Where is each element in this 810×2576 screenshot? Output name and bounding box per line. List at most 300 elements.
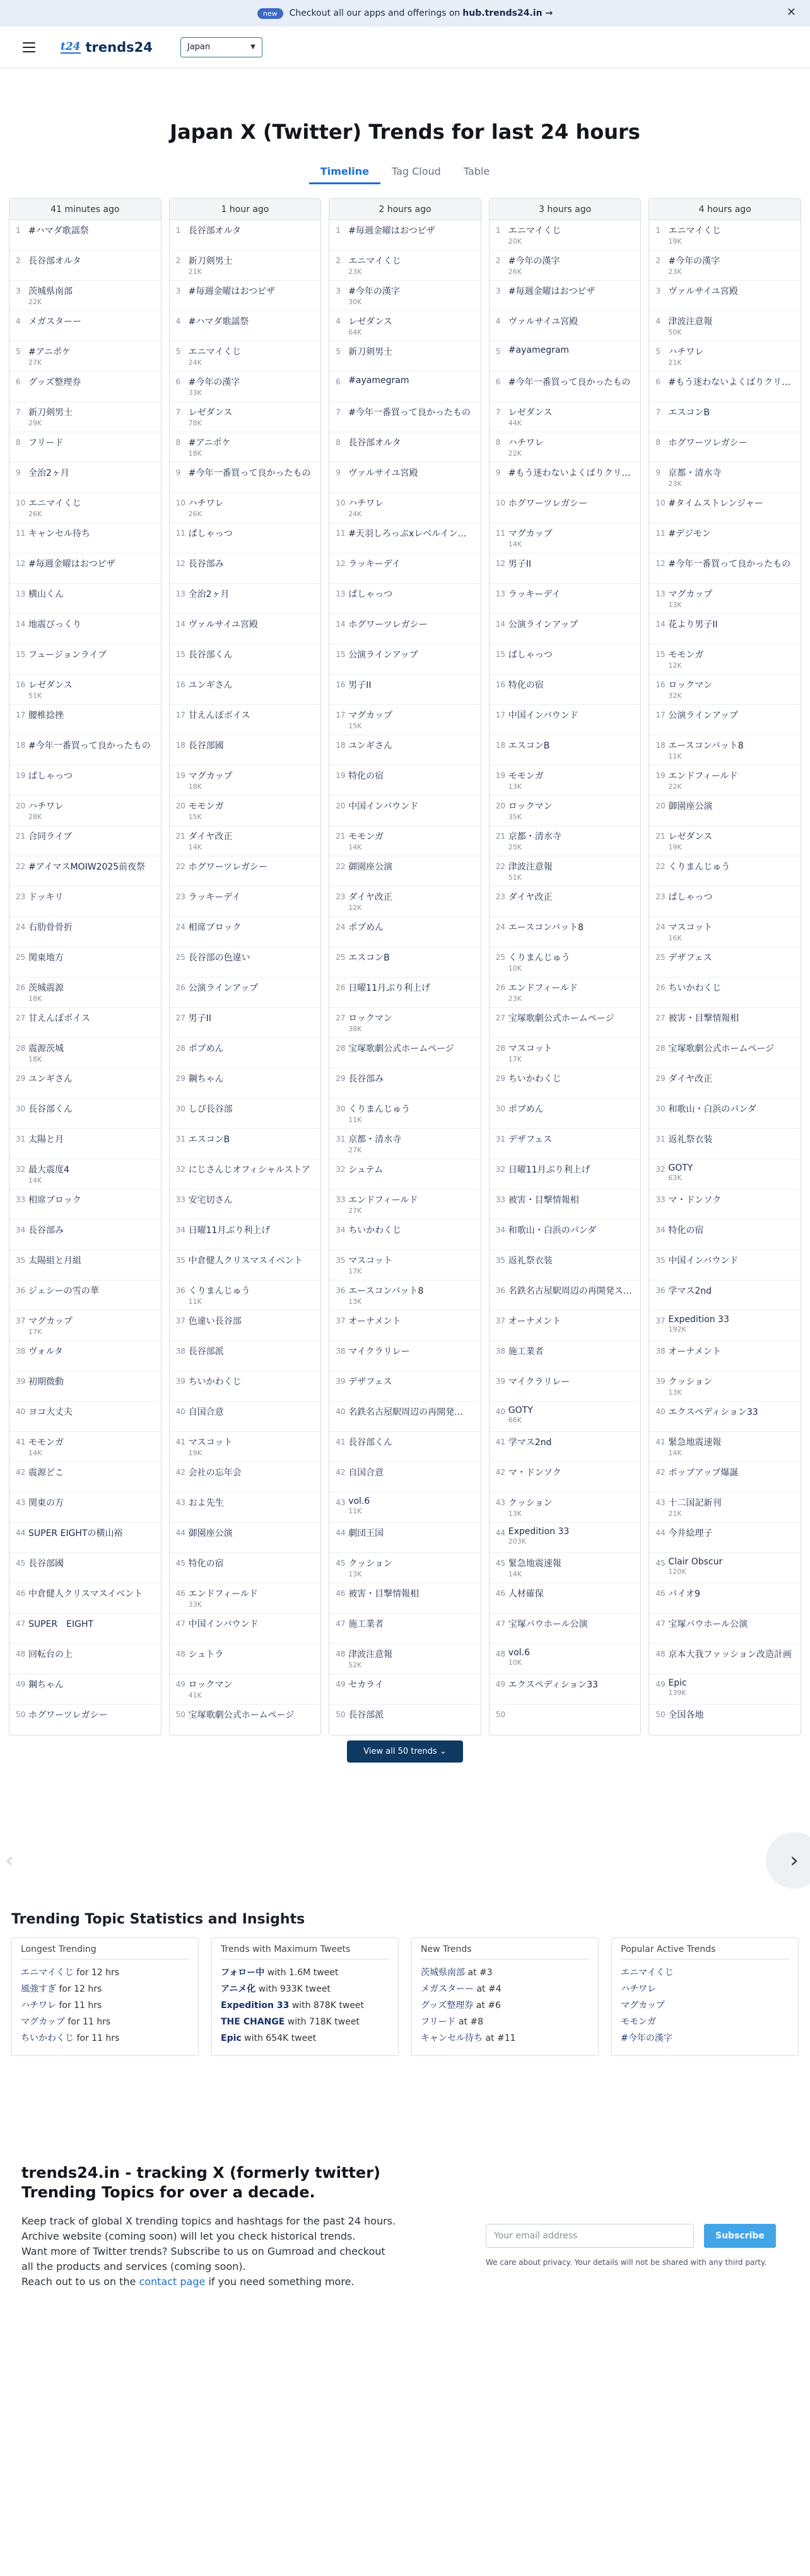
trend-link[interactable]: 地震びっくり	[28, 620, 81, 630]
trend-link[interactable]: #毎週金曜はおつピザ	[508, 287, 596, 297]
trend-link[interactable]: 全国各地	[668, 1710, 704, 1720]
trend-link[interactable]: 男子II	[188, 1013, 211, 1024]
trend-link[interactable]: 宝塚バウホール公演	[668, 1619, 748, 1629]
trend-link[interactable]: #デジモン	[668, 529, 711, 539]
trend-link[interactable]: 公演ラインアップ	[508, 620, 578, 630]
trend-link[interactable]: エンドフィールド	[508, 983, 578, 993]
trend-link[interactable]: #今年一番買って良かったもの	[348, 408, 471, 418]
trend-link[interactable]: エニマイくじ	[668, 226, 722, 236]
trend-link[interactable]: 中国インバウンド	[508, 711, 578, 721]
trend-link[interactable]: レゼダンス	[188, 408, 233, 418]
trend-link[interactable]: 十二国記新刊	[668, 1498, 722, 1508]
trend-link[interactable]: アニメ化	[221, 1984, 256, 1994]
trend-link[interactable]: 和歌山・白浜のパンダ	[508, 1226, 597, 1236]
trend-link[interactable]: 日曜11月ぶり利上げ	[188, 1226, 271, 1236]
trend-link[interactable]: 京本大我ファッション改造計画	[668, 1650, 792, 1660]
email-input[interactable]	[486, 2224, 694, 2248]
trend-link[interactable]: 被害・目撃情報相	[348, 1589, 420, 1599]
trend-link[interactable]: ちいかわくじ	[348, 1226, 402, 1236]
trend-link[interactable]: 名鉄名古屋駅周辺の再開発ス…	[508, 1286, 632, 1296]
list-item	[329, 1341, 481, 1371]
trend-link[interactable]: メガスターー	[28, 317, 81, 327]
trend-link[interactable]: 長谷部オルタ	[188, 226, 242, 236]
trend-link[interactable]: 腰椎捻挫	[28, 711, 64, 721]
trend-link[interactable]: くりまんじゅう	[508, 953, 570, 963]
list-item	[329, 281, 481, 311]
trend-link[interactable]: ヴォルタ	[28, 1347, 63, 1357]
trend-link[interactable]: #今年の漢字	[668, 256, 720, 266]
chevron-left-icon[interactable]: ‹	[5, 1848, 14, 1873]
trend-link[interactable]: マスコット	[668, 923, 713, 933]
trend-link[interactable]: 御園座公演	[348, 862, 393, 872]
trend-link[interactable]: 鋼ちゃん	[188, 1074, 224, 1084]
trend-link[interactable]: ハチワレ	[508, 438, 544, 448]
country-select[interactable]	[180, 37, 262, 57]
trend-link[interactable]: vol.6	[348, 1496, 370, 1506]
trend-link[interactable]: 公演ラインアップ	[348, 650, 418, 660]
trend-link[interactable]: 震源茨城	[28, 1044, 64, 1054]
trend-link[interactable]: #アイマスMOIW2025前夜祭	[28, 862, 146, 872]
trend-link[interactable]: エスコンB	[348, 953, 390, 963]
trend-rank: 36	[495, 1286, 506, 1295]
trend-link[interactable]: 長谷部オルタ	[28, 256, 81, 266]
trend-link[interactable]: エニマイくじ	[621, 1968, 674, 1978]
trend-link[interactable]: ぱしゃっつ	[508, 650, 553, 660]
trend-link[interactable]: 中国インバウンド	[668, 1256, 739, 1266]
trend-link[interactable]: メガスターー	[421, 1984, 474, 1994]
list-item	[490, 1644, 641, 1674]
trend-link[interactable]: オーナメント	[348, 1316, 401, 1326]
trend-link[interactable]: ユンギさん	[348, 741, 393, 751]
trend-link[interactable]: 宝塚歌劇公式ホームページ	[348, 1044, 454, 1054]
trend-link[interactable]: #毎週金曜はおつピザ	[188, 287, 276, 297]
trend-link[interactable]: 特化の宿	[348, 771, 384, 781]
trend-link[interactable]: #毎週金曜はおつピザ	[28, 559, 115, 569]
trend-link[interactable]: 津波注意報	[508, 862, 553, 872]
trend-link[interactable]: ドッキリ	[28, 892, 64, 902]
trend-link[interactable]: オーナメント	[668, 1347, 721, 1357]
trend-link[interactable]: マスコット	[188, 1438, 233, 1448]
trend-link[interactable]: マスコット	[508, 1044, 553, 1054]
trend-link[interactable]: 御園座公演	[668, 801, 713, 812]
trend-link[interactable]: モモンガ	[188, 801, 224, 812]
trend-link[interactable]: 長谷部み	[188, 559, 224, 569]
trend-link[interactable]: 特化の宿	[508, 680, 544, 690]
trend-link[interactable]: クッション	[508, 1498, 553, 1508]
stat-card-popular	[611, 1937, 799, 2056]
trend-link[interactable]: デザフェス	[668, 953, 712, 963]
trend-link[interactable]: ジェシーの雪の華	[28, 1286, 99, 1296]
list-item	[329, 644, 481, 675]
trend-link[interactable]: 鋼ちゃん	[28, 1680, 64, 1690]
trend-rank: 48	[175, 1650, 185, 1658]
trend-link[interactable]: マ・ドンソク	[668, 1195, 722, 1205]
trend-link[interactable]: 初期微動	[28, 1377, 64, 1387]
trend-link[interactable]: シュトラ	[188, 1650, 224, 1660]
trend-link[interactable]: #今年一番買って良かったもの	[28, 741, 151, 751]
trend-rank: 26	[655, 983, 666, 992]
trend-link[interactable]: マ・ドンソク	[508, 1468, 561, 1478]
trend-link[interactable]: デザフェス	[508, 1135, 553, 1145]
trend-link[interactable]: #今年一番買って良かったもの	[668, 559, 791, 569]
trend-link[interactable]: レゼダンス	[668, 832, 713, 842]
trend-link[interactable]: にじさんじオフィシャルストア	[188, 1165, 310, 1175]
contact-link[interactable]: contact page	[139, 2276, 206, 2288]
tab-table[interactable]: Table	[463, 165, 490, 177]
trend-link[interactable]: Clair Obscur	[668, 1557, 723, 1567]
trend-link[interactable]: 関東の方	[28, 1498, 64, 1508]
trend-link[interactable]: 緊急地震速報	[508, 1559, 561, 1569]
trend-link[interactable]: クッション	[668, 1377, 713, 1387]
trend-link[interactable]: フォロー中	[221, 1968, 265, 1978]
trend-link[interactable]: ぱしゃっつ	[668, 892, 713, 902]
trend-link[interactable]: フュージョンライブ	[28, 650, 107, 660]
trend-link[interactable]: 回転台の上	[28, 1650, 73, 1660]
trend-link[interactable]: #今年一番買って良かったもの	[508, 377, 631, 387]
trend-link[interactable]: #アニポケ	[28, 347, 71, 357]
trend-link[interactable]: 新刀剣男士	[188, 256, 233, 266]
list-item	[649, 644, 801, 675]
trend-link[interactable]: エニマイくじ	[188, 347, 242, 357]
trend-link[interactable]: ラッキーデイ	[188, 892, 241, 902]
trend-link[interactable]: 津波注意報	[348, 1650, 393, 1660]
trend-link[interactable]: #もう迷わないよくばりクリ…	[668, 377, 791, 387]
trend-link[interactable]: ちいかわくじ	[188, 1377, 242, 1387]
trend-link[interactable]: マグカップ	[21, 2017, 65, 2027]
trend-link[interactable]: 宝塚歌劇公式ホームページ	[668, 1044, 775, 1054]
hub-link[interactable]: hub.trends24.in →	[462, 8, 553, 18]
trend-link[interactable]: ホグワーツレガシー	[668, 438, 748, 448]
trend-link[interactable]: マグカップ	[28, 1316, 73, 1326]
trend-link[interactable]: #ハマダ歌謡祭	[188, 317, 249, 327]
trend-rank: 13	[495, 589, 506, 598]
tweet-count: 12K	[668, 661, 682, 670]
trend-rank: 22	[655, 862, 666, 871]
close-icon[interactable]: ✕	[786, 6, 796, 19]
trend-link[interactable]: #もう迷わないよくばりクリ…	[508, 468, 631, 478]
trend-link[interactable]: 長谷部派	[188, 1347, 224, 1357]
trend-link[interactable]: マイクラリレー	[348, 1347, 410, 1357]
trend-link[interactable]: ポブめん	[188, 1044, 224, 1054]
trend-link[interactable]: グッズ整理券	[421, 2000, 474, 2011]
trend-link[interactable]: 長谷部國	[28, 1559, 64, 1569]
trend-link[interactable]: 公演ラインアップ	[668, 711, 738, 721]
trend-link[interactable]: 長谷部オルタ	[348, 438, 401, 448]
trend-link[interactable]: 被害・目撃情報相	[508, 1195, 579, 1205]
trend-link[interactable]: 茨城県南部	[28, 287, 73, 297]
trend-link[interactable]: ユンギさん	[28, 1074, 73, 1084]
logo[interactable]	[61, 40, 153, 55]
trend-link[interactable]: 全治2ヶ月	[188, 589, 230, 600]
trend-link[interactable]: ちいかわくじ	[668, 983, 722, 993]
trend-link[interactable]: 自国合意	[348, 1468, 384, 1478]
trend-link[interactable]: 新刀剣男士	[348, 347, 393, 357]
trend-link[interactable]: Epic	[668, 1678, 687, 1688]
trend-link[interactable]: くりまんじゅう	[188, 1286, 250, 1296]
trend-link[interactable]: 御園座公演	[188, 1528, 233, 1539]
trend-link[interactable]: エニマイくじ	[28, 499, 81, 509]
trend-link[interactable]: 長谷部國	[188, 741, 224, 751]
trend-link[interactable]: ロックマン	[188, 1680, 233, 1690]
trend-link[interactable]: 津波注意報	[668, 317, 713, 327]
trend-link[interactable]: 風強すぎ	[21, 1984, 56, 1994]
trend-link[interactable]: ポブめん	[348, 923, 384, 933]
tweet-count: 13K	[508, 1510, 522, 1518]
trend-link[interactable]: マイクラリレー	[508, 1377, 570, 1387]
trend-link[interactable]: マグカップ	[668, 589, 713, 600]
trend-link[interactable]: 和歌山・白浜のパンダ	[668, 1104, 756, 1114]
trend-link[interactable]: ちいかわくじ	[508, 1074, 561, 1084]
trend-link[interactable]: エンドフィールド	[188, 1589, 258, 1599]
trend-link[interactable]: マグカップ	[348, 711, 393, 721]
trend-link[interactable]: 長谷部派	[348, 1710, 384, 1720]
trend-link[interactable]: ロックマン	[508, 801, 553, 812]
trend-link[interactable]: 特化の宿	[668, 1226, 704, 1236]
trend-link[interactable]: クッション	[348, 1559, 392, 1569]
trend-link[interactable]: 長谷部くん	[28, 1104, 73, 1114]
view-all-button[interactable]: View all 50 trends ⌄	[347, 1740, 462, 1763]
trend-link[interactable]: 返礼祭衣装	[508, 1256, 553, 1266]
trend-link[interactable]: ヨコ大丈夫	[28, 1407, 73, 1417]
tab-tag-cloud[interactable]: Tag Cloud	[391, 165, 441, 177]
trend-link[interactable]: 日曜11月ぶり利上げ	[508, 1165, 590, 1175]
trend-link[interactable]: 中倉健人クリスマスイベント	[28, 1589, 143, 1599]
trend-link[interactable]: オーナメント	[508, 1316, 561, 1326]
trend-link[interactable]: 最大震度4	[28, 1165, 69, 1175]
trend-link[interactable]: レゼダンス	[28, 680, 73, 690]
trend-link[interactable]: 長谷部くん	[348, 1438, 393, 1448]
trend-link[interactable]: SUPER EIGHTの横山裕	[28, 1528, 123, 1539]
trend-link[interactable]: 公演ラインアップ	[188, 983, 259, 993]
trend-link[interactable]: 京都・清水寺	[668, 468, 722, 478]
trend-link[interactable]: #天羽しろっぷxレベルイン…	[348, 529, 467, 539]
trend-link[interactable]: 相席ブロック	[28, 1195, 81, 1205]
trend-link[interactable]: Expedition 33	[508, 1527, 570, 1537]
trend-link[interactable]: 劇団王国	[348, 1528, 384, 1539]
trend-link[interactable]: モモンガ	[621, 2017, 656, 2027]
trend-link[interactable]: エニマイくじ	[21, 1968, 74, 1978]
trend-link[interactable]: ホグワーツレガシー	[188, 862, 268, 872]
trend-link[interactable]: #今年一番買って良かったもの	[188, 468, 311, 478]
trend-link[interactable]: 長谷部の色違い	[188, 953, 250, 963]
tab-timeline[interactable]: Timeline	[309, 160, 380, 184]
trend-link[interactable]: #ayamegram	[348, 375, 409, 386]
trend-link[interactable]: ハチワレ	[348, 499, 384, 509]
trend-link[interactable]: #タイムストレンジャー	[668, 499, 763, 509]
trend-link[interactable]: 施工業者	[348, 1619, 384, 1629]
trend-link[interactable]: フリード	[421, 2017, 456, 2027]
trend-link[interactable]: ポップアップ爆誕	[668, 1468, 739, 1478]
trend-link[interactable]: SUPER EIGHT	[28, 1619, 94, 1629]
trend-link[interactable]: 学マス2nd	[508, 1438, 552, 1448]
trend-link[interactable]: 日曜11月ぶり利上げ	[348, 983, 431, 993]
trend-link[interactable]: 今井絵理子	[668, 1528, 713, 1539]
trend-link[interactable]: 男子II	[508, 559, 532, 569]
trend-link[interactable]: 合同ライブ	[28, 832, 73, 842]
trend-link[interactable]: マグカップ	[188, 771, 233, 781]
trend-link[interactable]: 施工業者	[508, 1347, 544, 1357]
trend-link[interactable]: キャンセル待ち	[28, 529, 90, 539]
trend-link[interactable]: 宝塚歌劇公式ホームページ	[508, 1013, 614, 1024]
trend-link[interactable]: 人材確保	[508, 1589, 544, 1599]
trend-link[interactable]: ハチワレ	[621, 1984, 656, 1994]
trend-link[interactable]: #ハマダ歌謡祭	[28, 226, 89, 236]
trend-link[interactable]: ホグワーツレガシー	[348, 620, 428, 630]
trend-link[interactable]: レゼダンス	[348, 317, 392, 327]
trend-link[interactable]: ヴァルサイユ宮殿	[668, 287, 738, 297]
trend-link[interactable]: ハチワレ	[21, 2000, 56, 2011]
trend-link[interactable]: GOTY	[508, 1405, 533, 1415]
trend-link[interactable]: 震源どこ	[28, 1468, 64, 1478]
trend-link[interactable]: ハチワレ	[28, 801, 64, 812]
trend-link[interactable]: vol.6	[508, 1648, 530, 1658]
trend-link[interactable]: ダイヤ改正	[668, 1074, 713, 1084]
chevron-right-icon[interactable]: ›	[766, 1832, 810, 1889]
trend-rank: 12	[336, 559, 346, 568]
trend-link[interactable]: エンドフィールド	[668, 771, 738, 781]
trend-link[interactable]: 茨城震源	[28, 983, 64, 993]
trend-link[interactable]: モモンガ	[668, 650, 704, 660]
list-item	[490, 1190, 641, 1220]
trend-link[interactable]: モモンガ	[508, 771, 544, 781]
trend-link[interactable]: エンドフィールド	[348, 1195, 418, 1205]
trend-link[interactable]: 関東地方	[28, 953, 64, 963]
trend-link[interactable]: ぱしゃっつ	[348, 589, 393, 600]
trend-link[interactable]: デザフェス	[348, 1377, 392, 1387]
trend-link[interactable]: ポブめん	[508, 1104, 544, 1114]
trend-link[interactable]: モモンガ	[348, 832, 384, 842]
trend-link[interactable]: ヴァルサイユ宮殿	[348, 468, 418, 478]
trend-link[interactable]: #ayamegram	[508, 345, 570, 355]
trend-link[interactable]: ラッキーデイ	[508, 589, 561, 600]
trend-link[interactable]: THE CHANGE	[221, 2017, 285, 2027]
trend-link[interactable]: モモンガ	[28, 1438, 64, 1448]
trend-link[interactable]: エニマイくじ	[348, 256, 401, 266]
trend-link[interactable]: ぱしゃっつ	[188, 529, 233, 539]
trend-link[interactable]: およ先生	[188, 1498, 224, 1508]
trend-link[interactable]: 緊急地震速報	[668, 1438, 722, 1448]
trend-link[interactable]: ラッキーデイ	[348, 559, 401, 569]
subscribe-button[interactable]: Subscribe	[704, 2224, 776, 2248]
trend-rank: 7	[336, 408, 341, 417]
trend-link[interactable]: 京都・清水寺	[508, 832, 561, 842]
trend-link[interactable]: マグカップ	[508, 529, 553, 539]
trend-link[interactable]: #アニポケ	[188, 438, 231, 448]
trend-link[interactable]: シュテム	[348, 1165, 384, 1175]
trend-link[interactable]: 相席ブロック	[188, 923, 242, 933]
trend-link[interactable]: 学マス2nd	[668, 1286, 712, 1296]
trend-link[interactable]: 中国インバウンド	[348, 801, 419, 812]
trend-link[interactable]: エスコンB	[668, 408, 710, 418]
trend-link[interactable]: しぴ長谷部	[188, 1104, 233, 1114]
trend-link[interactable]: 京都・清水寺	[348, 1135, 402, 1145]
trend-link[interactable]: 新刀剣男士	[28, 408, 73, 418]
trend-link[interactable]: 宝塚バウホール公演	[508, 1619, 588, 1629]
trend-link[interactable]: 返礼祭衣装	[668, 1135, 713, 1145]
trend-link[interactable]: 特化の宿	[188, 1559, 224, 1569]
trend-link[interactable]: ダイヤ改正	[508, 892, 553, 902]
trend-link[interactable]: エスコンB	[508, 741, 550, 751]
trend-link[interactable]: 右肋骨骨折	[28, 923, 73, 933]
trend-link[interactable]: マスコット	[348, 1256, 392, 1266]
trend-link[interactable]: 横山くん	[28, 589, 64, 600]
trend-link[interactable]: 甘えんぼボイス	[188, 711, 250, 721]
trend-link[interactable]: 長谷部み	[348, 1074, 384, 1084]
trend-link[interactable]: 宝塚歌劇公式ホームページ	[188, 1710, 295, 1720]
trend-link[interactable]: 安宅切さん	[188, 1195, 233, 1205]
trend-link[interactable]: ぱしゃっつ	[28, 771, 73, 781]
hamburger-icon[interactable]	[23, 42, 35, 52]
trend-link[interactable]: ハチワレ	[188, 499, 224, 509]
trend-link[interactable]: 太陽組と月組	[28, 1256, 81, 1266]
trend-link[interactable]: ホグワーツレガシー	[508, 499, 588, 509]
trend-link[interactable]: ヴァルサイユ宮殿	[508, 317, 578, 327]
trend-link[interactable]: 長谷部くん	[188, 650, 233, 660]
trend-link[interactable]: ちいかわくじ	[21, 2033, 74, 2043]
trend-link[interactable]: ダイヤ改正	[348, 892, 392, 902]
trend-link[interactable]: 会社の忘年会	[188, 1468, 242, 1478]
trend-link[interactable]: 男子II	[348, 680, 372, 690]
trend-link[interactable]: ヴァルサイユ宮殿	[188, 620, 258, 630]
trend-link[interactable]: 太陽と月	[28, 1135, 64, 1145]
trend-link[interactable]: Epic	[221, 2033, 242, 2043]
trend-link[interactable]: バイオ9	[668, 1589, 700, 1599]
trend-link[interactable]: エクスペディション33	[508, 1680, 599, 1690]
trend-link[interactable]: 花より男子II	[668, 620, 718, 630]
trend-link[interactable]: エースコンバット8	[508, 923, 584, 933]
trend-link[interactable]: Expedition 33	[221, 2000, 290, 2011]
trend-link[interactable]: エニマイくじ	[508, 226, 561, 236]
trend-link[interactable]: ダイヤ改正	[188, 832, 233, 842]
trend-link[interactable]: キャンセル待ち	[421, 2033, 483, 2043]
trend-link[interactable]: グッズ整理券	[28, 377, 81, 387]
trend-link[interactable]: 中倉健人クリスマスイベント	[188, 1256, 303, 1266]
trend-link[interactable]: ユンギさん	[188, 680, 233, 690]
trend-link[interactable]: ホグワーツレガシー	[28, 1710, 108, 1720]
trend-link[interactable]: 名鉄名古屋駅周辺の再開発…	[348, 1407, 464, 1417]
trend-link[interactable]: 中国インバウンド	[188, 1619, 259, 1629]
trend-link[interactable]: 茨城県南部	[421, 1968, 465, 1978]
trend-link[interactable]: エースコンバット8	[668, 741, 744, 751]
trend-link[interactable]: #今年の漢字	[621, 2033, 672, 2043]
trend-link[interactable]: 全治2ヶ月	[28, 468, 69, 478]
trend-link[interactable]: #今年の漢字	[188, 377, 240, 387]
trend-link[interactable]: #毎週金曜はおつピザ	[348, 226, 435, 236]
trend-link[interactable]: ロックマン	[348, 1013, 392, 1024]
trend-link[interactable]: #今年の漢字	[508, 256, 560, 266]
trend-link[interactable]: セカライ	[348, 1680, 384, 1690]
trend-link[interactable]: くりまんじゅう	[348, 1104, 411, 1114]
trend-link[interactable]: ロックマン	[668, 680, 713, 690]
trend-link[interactable]: エースコンバット8	[348, 1286, 424, 1296]
trend-link[interactable]: レゼダンス	[508, 408, 553, 418]
trend-link[interactable]: 自国合意	[188, 1407, 224, 1417]
trend-link[interactable]: フリード	[28, 438, 64, 448]
trend-link[interactable]: GOTY	[668, 1163, 693, 1173]
trend-link[interactable]: 被害・目撃情報相	[668, 1013, 739, 1024]
trend-rank: 40	[655, 1407, 666, 1416]
trend-link[interactable]: #今年の漢字	[348, 287, 400, 297]
trend-link[interactable]: 色違い長谷部	[188, 1316, 242, 1326]
trend-link[interactable]: ハチワレ	[668, 347, 704, 357]
trend-link[interactable]: エスコンB	[188, 1135, 230, 1145]
trend-link[interactable]: 長谷部み	[28, 1226, 64, 1236]
trend-link[interactable]: エクスペディション33	[668, 1407, 758, 1417]
trend-link[interactable]: 甘えんぼボイス	[28, 1013, 90, 1024]
trend-link[interactable]: Expedition 33	[668, 1315, 729, 1325]
trend-link[interactable]: くりまんじゅう	[668, 862, 731, 872]
trend-link[interactable]: マグカップ	[621, 2000, 665, 2011]
